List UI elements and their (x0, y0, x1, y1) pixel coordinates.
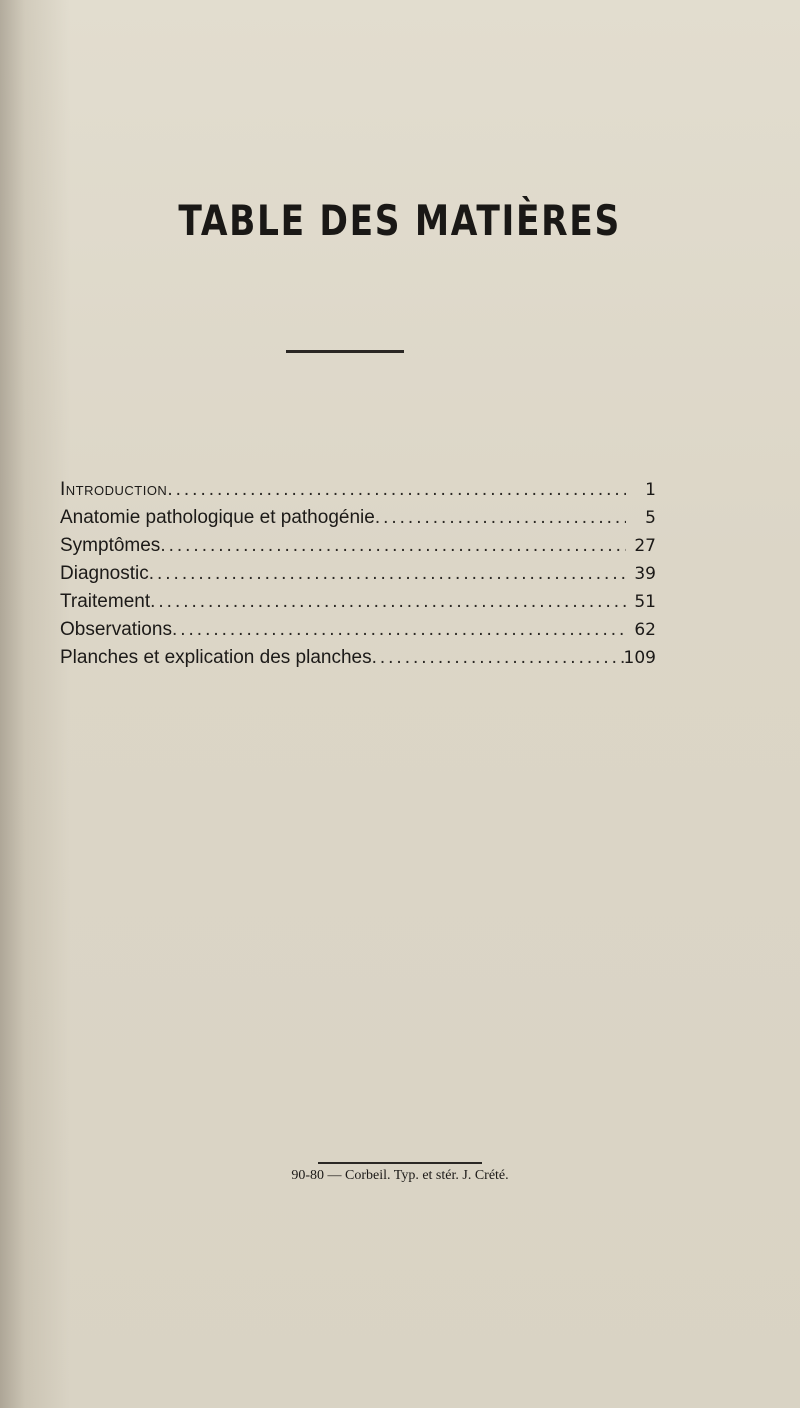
toc-entry-introduction[interactable] (60, 476, 656, 504)
printer-imprint: 90-80 — Corbeil. Typ. et stér. J. Crété. (291, 1168, 509, 1183)
toc-leader-dots (372, 644, 624, 672)
footer-divider (318, 1162, 482, 1164)
toc-leader-dots (149, 560, 626, 588)
toc-entry-symptomes[interactable] (60, 532, 656, 560)
toc-entry-page: 62 (634, 620, 656, 640)
toc-entry-anatomie[interactable] (60, 504, 656, 532)
toc-entry-diagnostic[interactable] (60, 560, 656, 588)
toc-entry-page: 27 (634, 536, 656, 556)
toc-entry-traitement[interactable] (60, 588, 656, 616)
toc-leader-dots (167, 476, 626, 504)
toc-entry-label: Traitement (60, 591, 151, 612)
toc-entry-label: Observations (60, 619, 172, 640)
toc-leader-dots (172, 616, 626, 644)
toc-entry-observations[interactable] (60, 616, 656, 644)
toc-entry-page: 1 (645, 480, 656, 500)
toc-entry-page: 5 (645, 508, 656, 528)
toc-entry-planches[interactable] (60, 644, 656, 672)
toc-entry-label: Introduction (60, 479, 168, 500)
toc-entry-page: 39 (634, 564, 656, 584)
toc-leader-dots (160, 532, 626, 560)
toc-entry-label: Diagnostic (60, 563, 149, 584)
toc-leader-dots (375, 504, 626, 532)
title-divider (286, 350, 404, 353)
page-title: TABLE DES MATIÈRES (178, 196, 621, 245)
toc-entry-page: 51 (634, 592, 656, 612)
toc-entry-page: 109 (623, 648, 656, 668)
toc-entry-label: Symptômes (60, 535, 161, 556)
toc-entry-label: Planches et explication des planches (60, 647, 372, 668)
toc-entry-label: Anatomie pathologique et pathogénie (60, 507, 375, 528)
toc-leader-dots (150, 588, 626, 616)
